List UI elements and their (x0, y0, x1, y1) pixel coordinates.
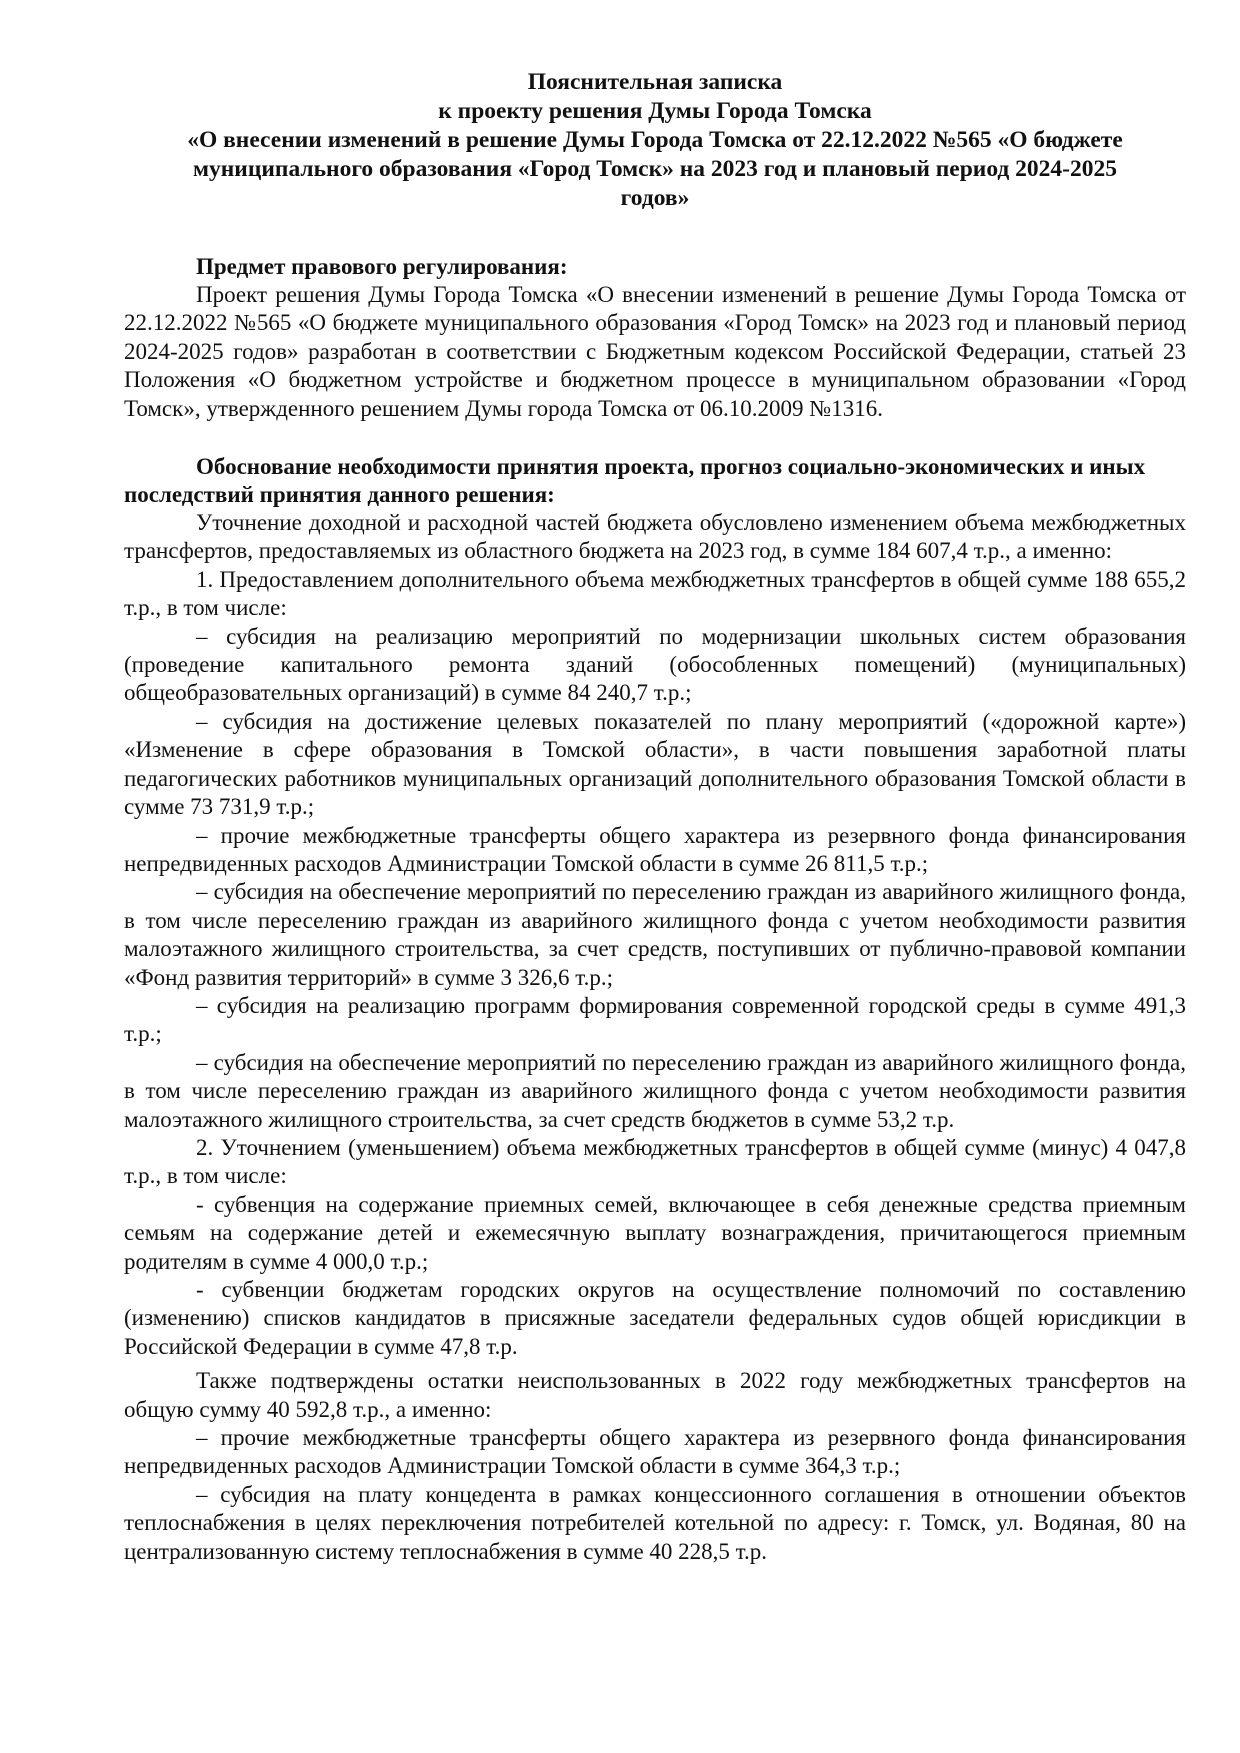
title-line-5: годов» (620, 185, 690, 211)
paragraph: – прочие межбюджетные трансферты общего характера из резервного фонда финансирования непредвиденных расходов Администрации Томской области в сумме 26 811,5 т.р.; (124, 822, 1186, 876)
paragraph: – субсидия на плату концедента в рамках концессионного соглашения в отношении объектов теплоснабжения в целях переключения потребителей котельной по адресу: г. Томск, ул. Водяная, 80 на централизованную систему теплоснабжения в сумме 40 228,5 т.р. (124, 1481, 1186, 1564)
paragraph: – субсидия на реализацию программ формирования современной городской среды в сумме 491,3 т.р.; (124, 992, 1186, 1047)
title-line-1: Пояснительная записка (527, 69, 783, 95)
paragraph: – субсидия на реализацию мероприятий по модернизации школьных систем образования (проведение капитального ремонта зданий (обособленных помещений) (муниципальных) общеобразовательных организаций) в сумме 84 240,7 т.р.; (124, 623, 1186, 706)
paragraph: – субсидия на обеспечение мероприятий по переселению граждан из аварийного жилищного фонда, в том числе переселению граждан из аварийного жилищного фонда с учетом необходимости развития малоэтажного жилищного строительства, за счет средств бюджетов в сумме 53,2 т.р. (124, 1049, 1186, 1132)
paragraph: - субвенции бюджетам городских округов на осуществление полномочий по составлению (изменению) списков кандидатов в присяжные заседатели федеральных судов общей юрисдикции в Российской Федерации в сумме 47,8 т.р. (124, 1277, 1186, 1359)
title-line-3: «О внесении изменений в решение Думы Города Томска от 22.12.2022 №565 «О бюджете (187, 127, 1123, 153)
section-heading-subject: Предмет правового регулирования: (196, 254, 568, 279)
paragraph: - субвенция на содержание приемных семей, включающее в себя денежные средства приемным семьям на содержание детей и ежемесячную выплату вознаграждения, причитающегося приемным родителям в сумме 4 000,0 т.р.; (124, 1191, 1186, 1274)
paragraph-subject: Проект решения Думы Города Томска «О внесении изменений в решение Думы Города Томска от 22.12.2022 №565 «О бюджете муниципального образования «Город Томск» на 2023 год и плановый период 2024-2025 годов» разработан в соответствии с Бюджетным кодексом Российской Федерации, статьей 23 Положения «О бюджетном устройстве и бюджетном процессе в муниципальном образовании «Город Томск», утвержденного решением Думы города Томска от 06.10.2009 №1316. (124, 282, 1186, 421)
document-content (124, 68, 1186, 1566)
paragraph: 1. Предоставлением дополнительного объема межбюджетных трансфертов в общей сумме 188 655,2 т.р., в том числе: (124, 566, 1186, 621)
document-title (124, 68, 1186, 213)
title-line-2: к проекту решения Думы Города Томска (438, 98, 872, 124)
paragraph: – прочие межбюджетные трансферты общего характера из резервного фонда финансирования непредвиденных расходов Администрации Томской области в сумме 364,3 т.р.; (124, 1425, 1186, 1479)
paragraph: – субсидия на достижение целевых показателей по плану мероприятий («дорожной карте») «Изменение в сфере образования в Томской области», в части повышения заработной платы педагогических работников муниципальных организаций дополнительного образования Томской области в сумме 73 731,9 т.р.; (124, 708, 1186, 820)
paragraph: Также подтверждены остатки неиспользованных в 2022 году межбюджетных трансфертов на общую сумму 40 592,8 т.р., а именно: (124, 1368, 1186, 1422)
title-line-4: муниципального образования «Город Томск» на 2023 год и плановый период 2024-2025 (193, 156, 1117, 182)
section-heading-justification: Обоснование необходимости принятия проекта, прогноз социально-экономических и иных последствий принятия данного решения: (124, 454, 1146, 508)
paragraph: 2. Уточнением (уменьшением) объема межбюджетных трансфертов в общей сумме (минус) 4 047,8 т.р., в том числе: (124, 1134, 1186, 1189)
paragraph: – субсидия на обеспечение мероприятий по переселению граждан из аварийного жилищного фонда, в том числе переселению граждан из аварийного жилищного фонда с учетом необходимости развития малоэтажного жилищного строительства, за счет средств, поступивших от публично-правовой компании «Фонд развития территорий» в сумме 3 326,6 т.р.; (124, 879, 1186, 990)
paragraph: Уточнение доходной и расходной частей бюджета обусловлено изменением объема межбюджетных трансфертов, предоставляемых из областного бюджета на 2023 год, в сумме 184 607,4 т.р., а именно: (124, 510, 1186, 564)
